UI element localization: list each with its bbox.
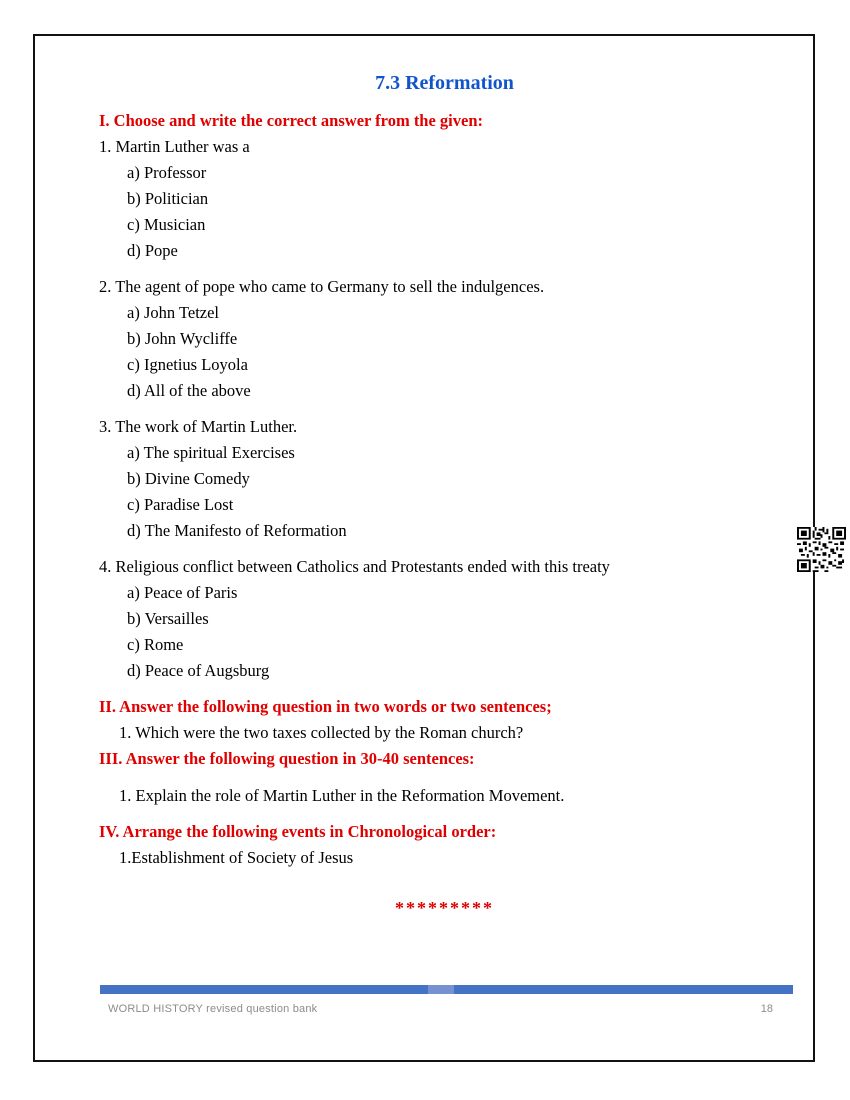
footer-bar-highlight <box>428 985 454 994</box>
question-1-option-a: a) Professor <box>127 163 207 182</box>
question-2-option-a: a) John Tetzel <box>127 303 220 322</box>
section-2-header: II. Answer the following question in two words or two sentences; <box>99 697 552 716</box>
page-border <box>33 34 815 1062</box>
section-2-question-1: 1. Which were the two taxes collected by the Roman church? <box>119 723 524 742</box>
end-of-chapter-marker: ********* <box>395 898 494 918</box>
section-1-header: I. Choose and write the correct answer from the given: <box>99 111 484 130</box>
question-2-option-c: c) Ignetius Loyola <box>127 355 248 374</box>
question-3-option-d: d) The Manifesto of Reformation <box>127 521 347 540</box>
question-4-option-d: d) Peace of Augsburg <box>127 661 270 680</box>
section-4-item-1: 1.Establishment of Society of Jesus <box>119 848 354 867</box>
section-3-header: III. Answer the following question in 30-40 sentences: <box>99 749 475 768</box>
question-1-option-c: c) Musician <box>127 215 206 234</box>
question-4-option-c: c) Rome <box>127 635 184 654</box>
question-2-option-b: b) John Wycliffe <box>127 329 238 348</box>
question-3-option-c: c) Paradise Lost <box>127 495 234 514</box>
question-4-option-a: a) Peace of Paris <box>127 583 238 602</box>
question-1-option-d: d) Pope <box>127 241 178 260</box>
question-1-option-b: b) Politician <box>127 189 209 208</box>
question-3-option-b: b) Divine Comedy <box>127 469 250 488</box>
page-title: 7.3 Reformation <box>375 72 514 94</box>
page-content <box>99 70 790 921</box>
footer-document-title: WORLD HISTORY revised question bank <box>108 1003 318 1015</box>
section-4-header: IV. Arrange the following events in Chronological order: <box>99 822 497 841</box>
question-2-option-d: d) All of the above <box>127 381 251 400</box>
footer-accent-bar <box>100 985 793 994</box>
question-4-option-b: b) Versailles <box>127 609 209 628</box>
question-3-option-a: a) The spiritual Exercises <box>127 443 295 462</box>
question-2: 2. The agent of pope who came to Germany to sell the indulgences. <box>99 277 545 296</box>
question-3: 3. The work of Martin Luther. <box>99 417 298 436</box>
question-1: 1. Martin Luther was a <box>99 137 250 156</box>
footer-page-number: 18 <box>760 1003 773 1015</box>
qr-code-icon <box>797 527 846 572</box>
section-3-question-1: 1. Explain the role of Martin Luther in the Reformation Movement. <box>119 786 565 805</box>
question-4: 4. Religious conflict between Catholics and Protestants ended with this treaty <box>99 557 610 576</box>
